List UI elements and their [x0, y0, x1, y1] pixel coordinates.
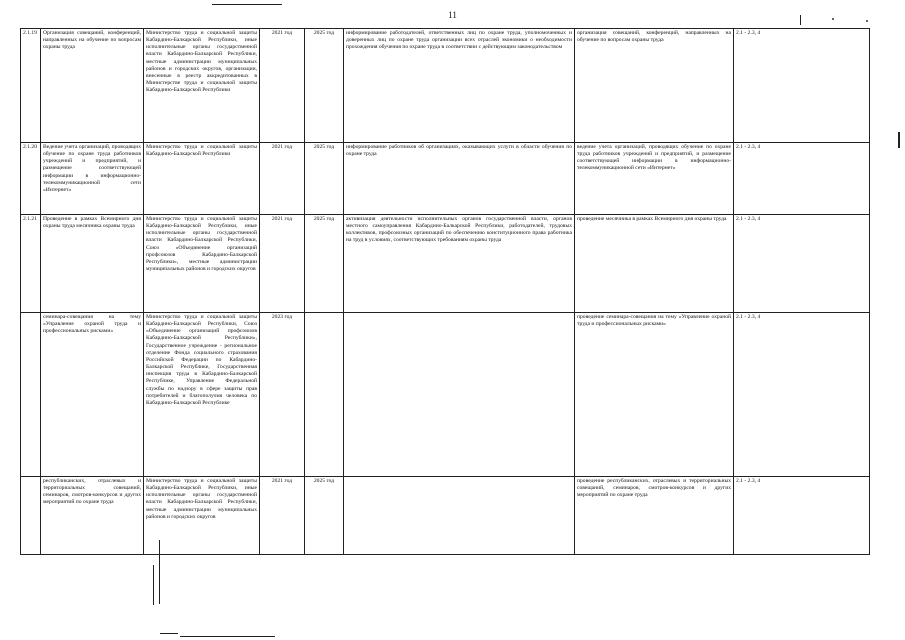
start-year-cell: 2021 год — [260, 29, 305, 143]
page-number: 11 — [448, 10, 457, 20]
table-row — [21, 29, 870, 143]
table-row — [21, 143, 870, 215]
link-cell: 2.1 - 2.3, 4 — [734, 143, 870, 215]
scan-dot — [832, 18, 834, 20]
table-row — [21, 477, 870, 555]
table-row — [21, 313, 870, 477]
result-cell: информирование работодателей, ответственных лиц по охране труда, уполномоченных и доверенных лиц по охране труда организации всех отраслей экономики о необходимости прохождения обучения по охране труда в соответствии с действующим законодательством — [344, 29, 575, 143]
result-cell: информирование работников об организациях, оказывающих услуги в области обучения по охране труда — [344, 143, 575, 215]
scan-dot — [866, 20, 868, 22]
start-year-cell: 2021 год — [260, 477, 305, 555]
measure-cell: семинара-совещания на тему «Управление охраной труда и профессиональных рисками» — [41, 313, 144, 477]
end-year-cell: 2025 год — [305, 477, 344, 555]
row-number: 2.1.19 — [21, 29, 41, 143]
link-cell: 2.1 - 2.3, 4 — [734, 477, 870, 555]
scan-line-bottom-left — [160, 633, 178, 634]
scan-bar-right — [898, 132, 900, 148]
result-cell — [344, 313, 575, 477]
link-cell: 2.1 - 2.3, 4 — [734, 313, 870, 477]
scan-line-top — [212, 4, 282, 5]
table-row — [21, 215, 870, 313]
result-cell — [344, 477, 575, 555]
link-cell: 2.1 - 2.3, 4 — [734, 215, 870, 313]
executors-cell: Министерство труда и социальной защиты Кабардино-Балкарской Республики, иные исполнительные органы государственной власти Кабардино-Балкарской Республики, местные администрации муниципальных районов и городских округов, организации, внесенные в реестр аккредитованных в Министерстве труда и социальной защиты Кабардино-Балкарской Республики — [144, 29, 260, 143]
end-year-cell: 2025 год — [305, 215, 344, 313]
executors-cell: Министерство труда и социальной защиты Кабардино-Балкарской Республики — [144, 143, 260, 215]
start-year-cell: 2023 год — [260, 313, 305, 477]
end-year-cell — [305, 313, 344, 477]
measure-cell: Ведение учета организаций, проводящих обучение по охране труда работников учреждений и предприятий, и размещение соответствующей информации в информационно-телекоммуникационной сети «Интернет» — [41, 143, 144, 215]
executors-cell: Министерство труда и социальной защиты Кабардино-Балкарской Республики, иные исполнительные органы государственной власти Кабардино-Балкарской Республики, местные администрации муниципальных районов и городских округов — [144, 477, 260, 555]
measure-cell: Проведение в рамках Всемирного дня охраны труда месячника охраны труда — [41, 215, 144, 313]
start-year-cell: 2021 год — [260, 143, 305, 215]
row-number — [21, 313, 41, 477]
measure-cell: Организация совещаний, конференций, направленных на обучение по вопросам охраны труда — [41, 29, 144, 143]
measure-cell: республиканских, отраслевых и территориальных совещаний, семинаров, смотров-конкурсов и других мероприятий по охране труда — [41, 477, 144, 555]
start-year-cell: 2021 год — [260, 215, 305, 313]
end-year-cell: 2025 год — [305, 143, 344, 215]
indicator-cell: организация совещаний, конференций, направленных на обучение по вопросам охраны труда — [575, 29, 734, 143]
indicator-cell: ведение учета организаций, проводящих обучение по охране труда работников учреждений и предприятий, и размещение соответствующей информации в информационно-телекоммуникационной сети «Интернет» — [575, 143, 734, 215]
scan-line-left-v2 — [153, 565, 154, 605]
executors-cell: Министерство труда и социальной защиты Кабардино-Балкарской Республики, Союз «Объединение организаций профсоюзов Кабардино-Балкарской Республики», Государственное учреждение - региональное отделение Фонда социального страхования Российской Федерации по Кабардино-Балкарской Республике, Государственная инспекция труда в Кабардино-Балкарской Республике, Управление Федеральной службы по надзору в сфере защиты прав потребителей и благополучия человека по Кабардино-Балкарской Республике — [144, 313, 260, 477]
result-cell: активизация деятельности исполнительных органов государственной власти, органов местного самоуправления Кабардино-Балкарской Республики, работодателей, трудовых коллективов, профсоюзных организаций по обеспечению конституционного права работника на труд в условиях, соответствующих требованиям охраны труда — [344, 215, 575, 313]
row-number: 2.1.21 — [21, 215, 41, 313]
scan-tick-right — [800, 15, 801, 25]
measures-table — [20, 28, 870, 555]
end-year-cell: 2025 год — [305, 29, 344, 143]
indicator-cell: проведение семинара-совещания на тему «Управление охраной труда и профессиональных рисками» — [575, 313, 734, 477]
executors-cell: Министерство труда и социальной защиты Кабардино-Балкарской Республики, иные исполнительные органы государственной власти Кабардино-Балкарской Республики, Союз «Объединение организаций профсоюзов Кабардино-Балкарской Республики», местные администрации муниципальных районов и городских округов — [144, 215, 260, 313]
indicator-cell: проведение месячника в рамках Всемирного дня охраны труда — [575, 215, 734, 313]
scan-line-bottom — [180, 636, 275, 637]
row-number: 2.1.20 — [21, 143, 41, 215]
indicator-cell: проведение республиканских, отраслевых и территориальных совещаний, семинаров, смотров-конкурсов и других мероприятий по охране труда — [575, 477, 734, 555]
row-number — [21, 477, 41, 555]
link-cell: 2.1 - 2.3, 4 — [734, 29, 870, 143]
